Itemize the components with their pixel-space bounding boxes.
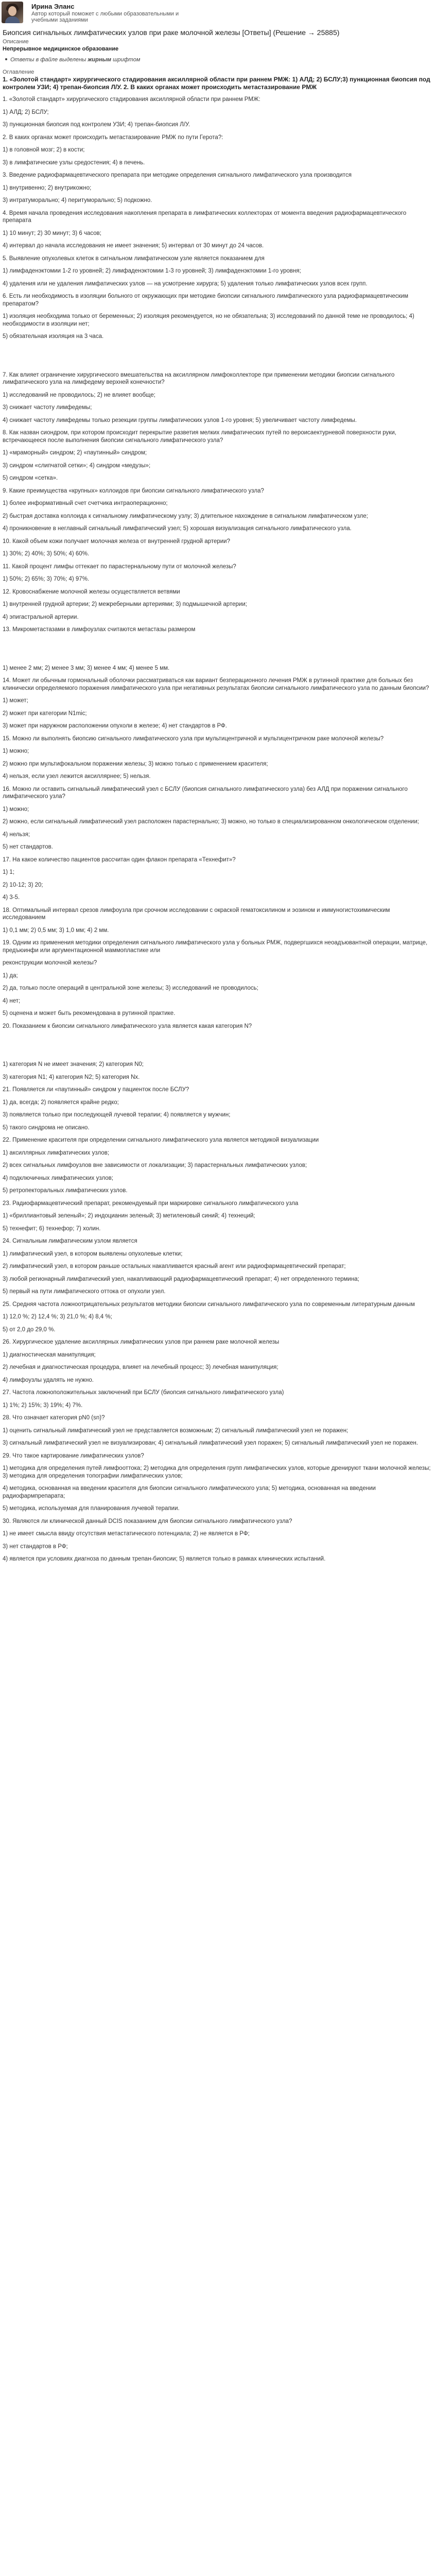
answer-options: 1) да;: [3, 972, 18, 979]
answer-options: 1) оценить сигнальный лимфатический узел не представляется возможным; 2) сигнальный лимфатический узел не поражен;: [3, 1427, 348, 1434]
answer-options: 1) 50%; 2) 65%; 3) 70%; 4) 97%.: [3, 576, 90, 582]
answer-options: 1) 1;: [3, 869, 15, 875]
answer-options: 1) в головной мозг; 2) в кости;: [3, 147, 85, 153]
answer-options: 1) можно;: [3, 806, 29, 812]
question-text: 1. «Золотой стандарт» хирургического стадирования аксиллярной области при раннем РМЖ:: [3, 96, 260, 103]
question-text: 21. Появляется ли «паутинный» синдром у пациенток после БСЛУ?: [3, 1087, 189, 1093]
answer-options: 4) интервал до начала исследования не имеет значения; 5) интервал от 30 минут до 24 часов.: [3, 243, 264, 249]
question-text: 8. Как назван сиондром, при котором происходит перекрытие разветия мелких лимфатических путей по вероисаектурневой поверхности руки, встречающееся после выполнения биопсии сигнального лимфатического узла?: [3, 430, 396, 444]
answer-options: 2) быстрая доставка коллоида к сигнальному лимфатическому узлу; 3) длительное нахождение в сигнальном лимфатическом узле;: [3, 513, 368, 519]
answer-options: 1) может;: [3, 698, 28, 704]
answer-options: 4) нельзя;: [3, 831, 30, 838]
question-text: 17. На какое количество пациентов рассчитан один флакон препарата «Технефит»?: [3, 856, 236, 863]
question-text: 4. Время начала проведения исследования накопления препарата в лимфатических коллекторах от момента введения радиофармацевтического препарата: [3, 210, 407, 224]
answer-options: 4) эпигастральной артерии.: [3, 614, 79, 620]
answer-options: 3) может при наружном расположении опухоли в железе; 4) нет стандартов в РФ.: [3, 723, 227, 729]
answer-options: 3) любой регионарный лимфатический узел, накапливающий радиофармацевтический препарат; 4) нет определенного термина;: [3, 1276, 359, 1282]
question-text: 2. В каких органах может происходить метастазирование РМЖ по пути Герота?:: [3, 134, 223, 141]
answer-options: 5) от 2,0 до 29,0 %.: [3, 1326, 56, 1333]
answer-options: 1) диагностическая манипуляция;: [3, 1351, 96, 1358]
answer-options: 4) методика, основанная на введении красителя для биопсии сигнального лимфатического узла; 5) методика, основанная на введении радиофармпрепарата;: [3, 1485, 376, 1499]
answer-options: 1) не имеет смысла ввиду отсутствия метастатического потенциала; 2) не является в РФ;: [3, 1531, 250, 1537]
answer-options: 1) 30%; 2) 40%; 3) 50%; 4) 60%.: [3, 551, 90, 557]
question-text: 24. Сигнальным лимфатическим узлом является: [3, 1238, 137, 1244]
answer-options: 3) сигнальный лимфатический узел не визуализирован; 4) сигнальный лимфатический узел поражен; 5) сигнальный лимфатический узел не поражен.: [3, 1440, 418, 1446]
answer-options: 1) 12,0 %; 2) 12,4 %; 3) 21,0 %; 4) 8,4 %;: [3, 1314, 112, 1320]
author-description: Автор который поможет с любыми образовательными и учебными заданиями: [31, 11, 179, 23]
answers-note: [10, 57, 433, 63]
author-name[interactable]: Ирина Эланс: [31, 3, 75, 10]
page-title: Биопсия сигнальных лимфатических узлов при раке молочной железы [Ответы] (Решение → 25885): [3, 28, 340, 37]
answer-options: 2) всех сигнальных лимфоузлов вне зависимости от локализации; 3) парастернальных лимфатических узлов;: [3, 1162, 307, 1168]
answer-options: 2) можно при мультифокальном поражении железы; 3) можно только с применением красителя;: [3, 760, 268, 767]
author-avatar[interactable]: [2, 2, 23, 23]
answer-options: 1) 0,1 мм; 2) 0,5 мм; 3) 1,0 мм; 4) 2 мм.: [3, 927, 109, 934]
answer-options: 1) «бриллиантовый зеленый»; 2) индоцианин зеленый; 3) метиленовый синий; 4) технеций;: [3, 1213, 255, 1219]
answer-options: 1) аксиллярных лимфатических узлов;: [3, 1149, 110, 1156]
answer-options: 3) пункционная биопсия под контролем УЗИ; 4) трепан-биопсия Л/У.: [3, 122, 190, 128]
answer-options: 3) синдром «слипчатой сетки»; 4) синдром «медузы»;: [3, 462, 151, 469]
answer-options: 4) подключичных лимфатических узлов;: [3, 1175, 114, 1181]
answer-options: 2) можно, если сигнальный лимфатический узел расположен парастернально; 3) можно, но только в специализированном онкологическом отделении;: [3, 819, 419, 825]
answer-options: 1) 1%; 2) 15%; 3) 19%; 4) 7%.: [3, 1402, 83, 1409]
avatar-face: [8, 6, 16, 16]
question-text: 18. Оптимальный интервал срезов лимфоузла при срочном исследовании с окраской гематоксилином и эозином и иммуногистохимическим исследованием: [3, 907, 390, 921]
question-text: 15. Можно ли выполнять биопсию сигнального лимфатического узла при мультицентричной и мультицентричном раке молочной железы?: [3, 735, 384, 742]
answer-options: 2) может при категории N1mic;: [3, 710, 87, 717]
avatar-body: [5, 16, 20, 23]
answer-options: 2) лимфатический узел, в котором раньше остальных накапливается красный агент или радиофармацевтический препарат;: [3, 1263, 346, 1269]
question-text: 23. Радиофармацевтический препарат, рекомендуемый при маркировке сигнального лимфатического узла: [3, 1200, 299, 1207]
answer-options: 4) удаления или не удаления лимфатических узлов — на усмотрение хирурга; 5) удаления только лимфатических узлов всех групп.: [3, 280, 368, 287]
answer-options: 1) более информативный счет счетчика интраоперационно;: [3, 500, 168, 506]
description-label: Описание: [3, 39, 29, 45]
answer-options: 5) такого синдрома не описано.: [3, 1124, 90, 1131]
answer-options: 4) нет;: [3, 997, 21, 1004]
question-text: 29. Что такое картирование лимфатических узлов?: [3, 1452, 144, 1459]
answer-options: реконструкции молочной железы?: [3, 960, 97, 966]
question-text: 28. Что означает категория pN0 (sn)?: [3, 1415, 105, 1421]
toc-first-question: 1. «Золотой стандарт» хирургического стадирования аксиллярной области при раннем РМЖ: 1) АЛД; 2) БСЛУ;3) пункционная биопсия под контролем УЗИ; 4) трепан-биопсия Л/У. 2. В каких органах может происходить метастазирование РМЖ: [3, 76, 430, 91]
answer-options: 3) снижает частоту лимфедемы;: [3, 404, 92, 411]
question-text: 13. Микрометастазами в лимфоузлах считаются метастазы размером: [3, 626, 196, 633]
question-text: 10. Какой объем кожи получает молочная железа от внутренней грудной артерии?: [3, 538, 230, 545]
answer-options: 1) 10 минут; 2) 30 минут; 3) 6 часов;: [3, 230, 101, 236]
answer-options: 5) технефит; 6) технефор; 7) холин.: [3, 1225, 101, 1232]
answer-options: 2) 10-12; 3) 20;: [3, 882, 43, 888]
answer-options: 1) методика для определения путей лимфооттока; 2) методика для определения групп лимфатических узлов, которые дренируют ткани молочной железы; 3) методика для определения топографии лимфатических узлов;: [3, 1465, 431, 1479]
answer-options: 3) нет стандартов в РФ;: [3, 1543, 68, 1550]
answer-options: 1) категория N не имеет значения; 2) категория N0;: [3, 1061, 144, 1067]
answer-options: 3) категория N1; 4) категория N2; 5) категория Nx.: [3, 1074, 140, 1080]
question-text: 20. Показанием к биопсии сигнального лимфатического узла является какая категория N?: [3, 1023, 252, 1029]
answer-options: 1) менее 2 мм; 2) менее 3 мм; 3) менее 4 мм; 4) менее 5 мм.: [3, 665, 170, 671]
question-text: 14. Может ли обычным гормональный оболочки рассматриваться как вариант безперационного лечения РМЖ в рутинной практике для больных без клинически определяемого поражения лимфатического узла при негативных результатах биопсии сигнального лимфатического узла по данным биопсии?: [3, 677, 429, 691]
answer-options: 1) изоляция необходима только от беременных; 2) изоляция рекомендуется, но не обязательна; 3) исследований по данной теме не проводилось; 4) необходимости в изоляции нет;: [3, 313, 414, 327]
question-text: 3. Введение радиофармацевтического препарата при методике определения сигнального лимфатического узла производится: [3, 172, 352, 178]
answer-options: 2) лечебная и диагностическая процедура, влияет на лечебный процесс; 3) лечебная манипуляция;: [3, 1364, 278, 1370]
question-text: 26. Хирургическое удаление аксиллярных лимфатических узлов при раннем раке молочной железы: [3, 1339, 280, 1345]
answer-options: 4) нельзя, если узел лежится аксиллярнее; 5) нельзя.: [3, 773, 151, 779]
answer-options: 1) исследований не проводилось; 2) не влияет вообще;: [3, 392, 155, 398]
answer-options: 3) в лимфатические узлы средостения; 4) в печень.: [3, 159, 145, 166]
answer-options: 4) 3-5.: [3, 894, 20, 901]
answer-options: 1) лимфатический узел, в котором выявлены опухолевые клетки;: [3, 1250, 183, 1257]
note-prefix: Ответы в файле выделены: [10, 57, 88, 63]
bullet-dot: [5, 58, 7, 60]
question-text: 9. Какие преимущества «крупных» коллоидов при биопсии сигнального лимфатического узла?: [3, 487, 264, 494]
answer-options: 3) появляется только при последующей лучевой терапии; 4) появляется у мужчин;: [3, 1112, 231, 1118]
answer-options: 2) да, только после операций в центральной зоне железы; 3) исследований не проводилось;: [3, 985, 258, 991]
answer-options: 5) нет стандартов.: [3, 844, 53, 850]
question-text: 27. Частота ложноположительных заключений при БСЛУ (биопсия сигнального лимфатического узла): [3, 1389, 284, 1396]
question-text: 19. Одним из применения методики определения сигнального лимфатического узла у больных РМЖ, подвергшихся неоадъювантной операции, матрице, предъюинфи или аргументационной маммопластике или: [3, 940, 428, 954]
answer-options: 3) интратуморально; 4) перитуморально; 5) подкожно.: [3, 197, 152, 204]
answer-options: 4) снижает частоту лимфедемы только резекции группы лимфатических узлов 1-го уровня; 5) увеличивает частоту лимфедемы.: [3, 417, 357, 423]
answer-options: 1) АЛД; 2) БСЛУ;: [3, 109, 49, 115]
answer-options: 5) ретропекторальных лимфатических узлов.: [3, 1188, 128, 1194]
author-header: [2, 2, 436, 24]
note-suffix: шрифтом: [111, 57, 141, 63]
answer-options: 4) лимфоузлы удалять не нужно.: [3, 1377, 94, 1383]
answer-options: 1) да, всегда; 2) появляется крайне редко;: [3, 1099, 119, 1106]
answer-options: 1) «мраморный» синдром; 2) «паутинный» синдром;: [3, 450, 147, 456]
answer-options: 5) методика, используемая для планирования лучевой терапии.: [3, 1505, 180, 1512]
question-text: 6. Есть ли необходимость в изоляции больного от окружающих при методике биопсии сигнального лимфатического узла радиофармацевтическим препаратом?: [3, 293, 409, 307]
question-text: 16. Можно ли оставить сигнальный лимфатический узел с БСЛУ (биопсия сигнального лимфатического узла) без АЛД при поражении сигнального лимфатического узла?: [3, 786, 408, 800]
answer-options: 1) внутренней грудной артерии; 2) межреберными артериями; 3) подмышечной артерии;: [3, 601, 247, 607]
answer-options: 1) можно;: [3, 748, 29, 754]
answer-options: 5) синдром «сетка».: [3, 475, 58, 481]
question-text: 7. Как влияет ограничение хирургического вмешательства на аксиллярном лимфоколлекторе при применении методики биопсии сигнального лимфатического узла на лимфедему верхней конечности?: [3, 371, 395, 385]
toc-label: Оглавление: [3, 69, 34, 75]
question-text: 12. Кровоснабжение молочной железы осуществляется ветвями: [3, 588, 180, 595]
question-text: 11. Какой процент лимфы оттекает по парастернальному пути от молочной железы?: [3, 563, 236, 570]
answer-options: 5) обязательная изоляция на 3 часа.: [3, 333, 104, 340]
answer-options: 4) проникновение в неглавный сигнальный лимфатический узел; 5) хорошая визуализация сигнального лимфатического узла.: [3, 526, 352, 532]
answer-options: 4) является при условиях диагноза по данным трепан-биопсии; 5) является только в рамках клинических испытаний.: [3, 1556, 326, 1562]
answer-options: 5) первый на пути лимфатического оттока от опухоли узел.: [3, 1289, 166, 1295]
question-text: 25. Средняя частота ложноотрицательных результатов методики биопсии сигнального лимфатического узла по современным литературным данным: [3, 1301, 415, 1308]
answer-options: 1) внутривенно; 2) внутрикожно;: [3, 184, 92, 191]
question-text: 22. Применение красителя при определении сигнального лимфатического узла является методикой визуализации: [3, 1137, 319, 1143]
answer-options: 1) лимфаденэктомии 1-2 го уровней; 2) лимфаденэктомии 1-3 го уровней; 3) лимфаденэктомии 1-го уровня;: [3, 268, 301, 274]
question-text: 30. Являются ли клинической данный DCIS показанием для биопсии сигнального лимфатического узла?: [3, 1518, 292, 1524]
question-text: 5. Выявление опухолевых клеток в сигнальном лимфатическом узле является показанием для: [3, 255, 265, 262]
note-bold: жирным: [88, 57, 112, 63]
category-label[interactable]: Непрерывное медицинское образование: [3, 46, 119, 52]
questions-content: [0, 91, 436, 1563]
answer-options: 5) оценена и может быть рекомендована в рутинной практике.: [3, 1010, 176, 1016]
